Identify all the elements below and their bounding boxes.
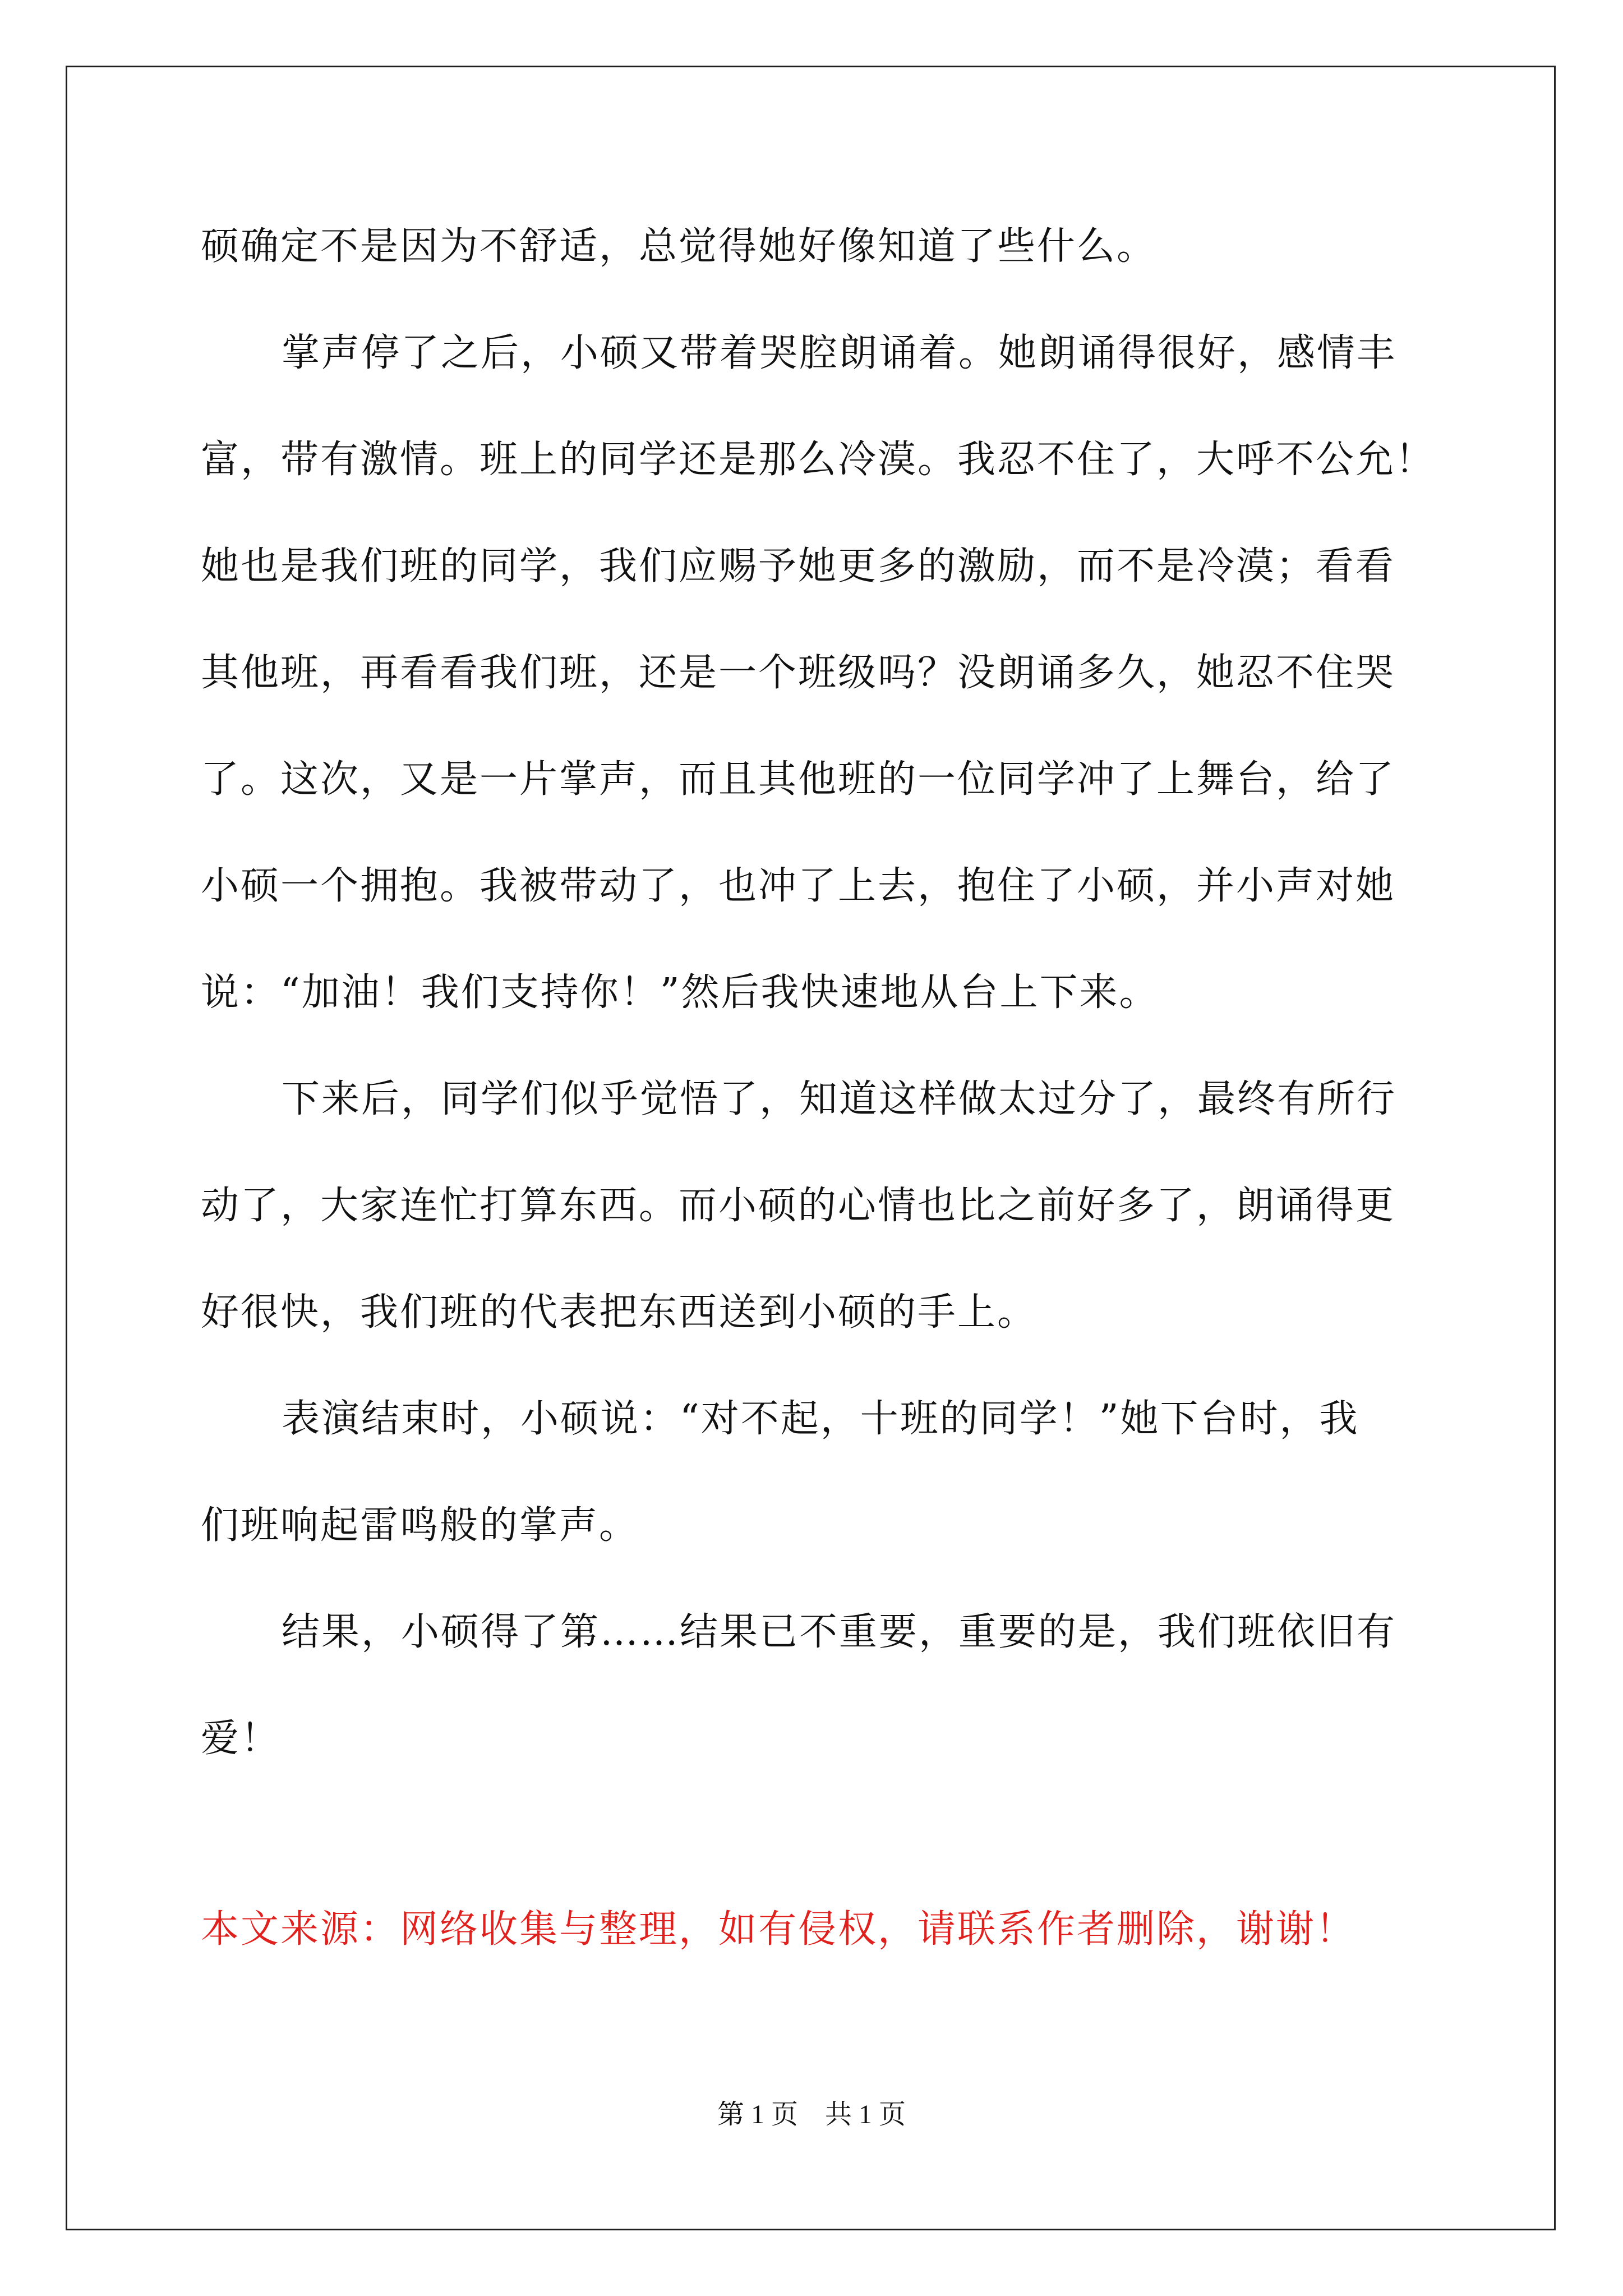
paragraph-start-line: 结果，小硕得了第……结果已不重要，重要的是，我们班依旧有 [282, 1610, 1397, 1654]
text-line: 她也是我们班的同学，我们应赐予她更多的激励，而不是冷漠；看看 [201, 544, 1396, 588]
text-line: 动了，大家连忙打算东西。而小硕的心情也比之前好多了，朗诵得更 [201, 1184, 1396, 1228]
paragraph-start-line: 下来后，同学们似乎觉悟了，知道这样做太过分了，最终有所行 [282, 1077, 1397, 1121]
text-line: 小硕一个拥抱。我被带动了，也冲了上去，抱住了小硕，并小声对她 [201, 864, 1396, 908]
text-line: 爱！ [201, 1717, 281, 1761]
text-line: 富，带有激情。班上的同学还是那么冷漠。我忍不住了，大呼不公允！ [201, 438, 1436, 482]
paragraph-start-line: 表演结束时，小硕说：“对不起，十班的同学！”她下台时，我 [282, 1397, 1359, 1441]
text-line: 好很快，我们班的代表把东西送到小硕的手上。 [201, 1290, 1038, 1335]
text-line: 说：“加油！我们支持你！”然后我快速地从台上下来。 [201, 970, 1159, 1015]
page-footer [0, 2092, 1623, 2131]
text-line: 们班响起雷鸣般的掌声。 [201, 1503, 639, 1548]
source-note: 本文来源：网络收集与整理，如有侵权，请联系作者删除，谢谢！ [201, 1907, 1356, 1952]
page-number: 第 1 页 [717, 2100, 798, 2129]
paragraph-start-line: 掌声停了之后，小硕又带着哭腔朗诵着。她朗诵得很好，感情丰 [282, 331, 1397, 375]
page-total: 共 1 页 [825, 2100, 906, 2129]
text-line: 了。这次，又是一片掌声，而且其他班的一位同学冲了上舞台，给了 [201, 757, 1396, 802]
text-line: 其他班，再看看我们班，还是一个班级吗？没朗诵多久，她忍不住哭 [201, 651, 1396, 695]
text-line: 硕确定不是因为不舒适，总觉得她好像知道了些什么。 [201, 224, 1157, 269]
